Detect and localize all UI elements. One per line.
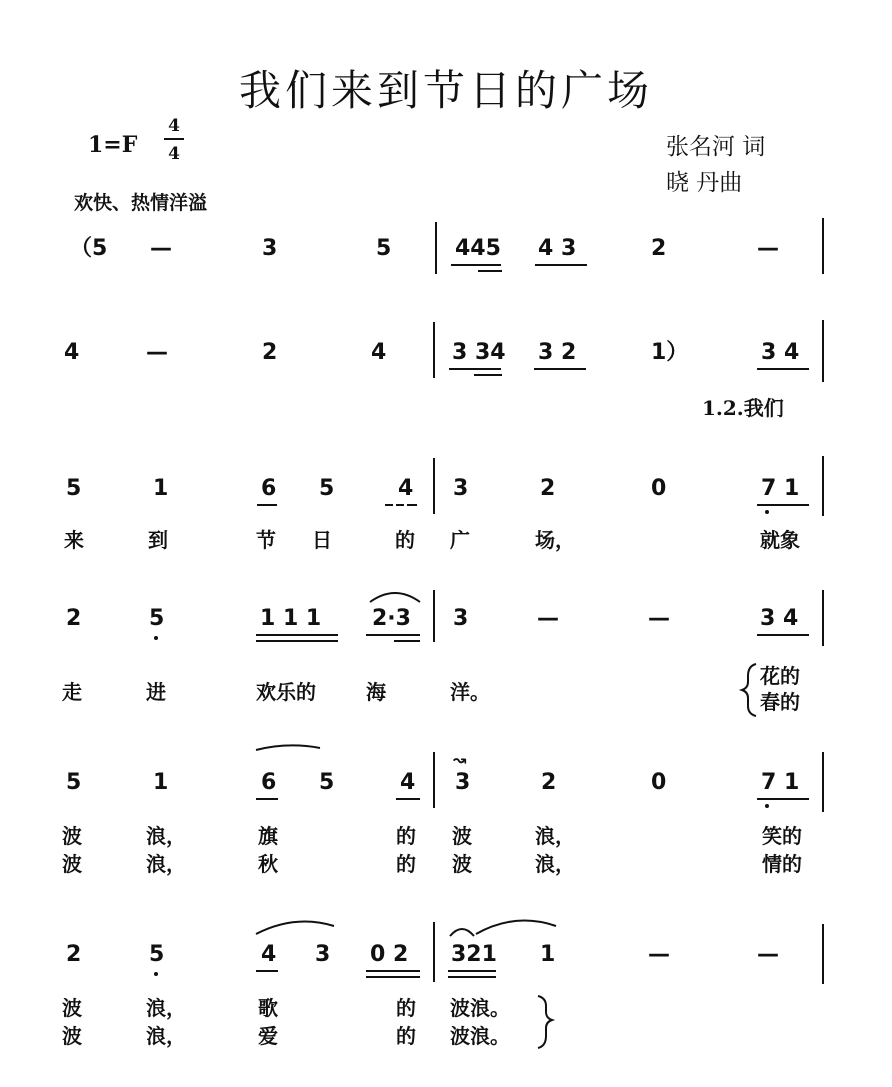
note: 2: [262, 340, 278, 365]
lyric-verse1: 波: [452, 824, 472, 848]
note: 2: [66, 942, 82, 967]
lyric-verse2: 的: [396, 852, 416, 876]
ornament-mordent: ↝: [453, 750, 467, 769]
note-dash: —: [757, 942, 779, 967]
note-dash: —: [146, 340, 168, 365]
note-group: 3 4: [761, 340, 800, 365]
lyric-verse2: 情的: [762, 852, 802, 876]
note: 4: [400, 770, 416, 795]
note: （5: [70, 236, 108, 261]
note-group: 7 1: [761, 770, 800, 795]
composer-credit: 晓 丹曲: [666, 170, 743, 196]
note: 5: [66, 476, 82, 501]
note: 5: [319, 476, 335, 501]
note: 1: [153, 770, 169, 795]
lyric: 广: [450, 528, 470, 552]
lyric: 洋。: [450, 680, 490, 704]
note-dash: —: [648, 942, 670, 967]
lyric-verse1: 浪，: [146, 996, 186, 1020]
lyric-verse1: 的: [396, 996, 416, 1020]
note: 4: [261, 942, 277, 967]
lyric: 日: [312, 528, 332, 552]
note-dash: —: [537, 606, 559, 631]
lyric-verse2: 秋: [258, 852, 278, 876]
note-group: 1 1 1: [260, 606, 322, 631]
note: 5: [66, 770, 82, 795]
note: 1）: [651, 340, 689, 365]
lyric-verse1: 浪，: [146, 824, 186, 848]
lyric: 海: [366, 680, 386, 704]
note: 4: [371, 340, 387, 365]
note-group: 3 2: [538, 340, 577, 365]
lyric-verse2: 春的: [760, 690, 800, 714]
slur-arc: [256, 922, 334, 935]
lyricist-credit: 张名河 词: [666, 134, 766, 160]
lyric-verse2: 波: [452, 852, 472, 876]
time-signature-bottom: 4: [168, 144, 180, 164]
note-group: 7 1: [761, 476, 800, 501]
key-signature: 1=F: [88, 132, 138, 158]
lyric: 场，: [535, 528, 575, 552]
note: 0: [651, 770, 667, 795]
lyric-verse1: 波: [62, 824, 82, 848]
lyric-verse2: 波浪。: [450, 1024, 510, 1048]
note: 2: [541, 770, 557, 795]
time-signature-top: 4: [168, 116, 180, 136]
lyric-verse1: 波浪。: [450, 996, 510, 1020]
lyric-verse1: 旗: [258, 824, 278, 848]
lyric: 来: [64, 528, 84, 552]
note: 3: [315, 942, 331, 967]
slur-arc: [256, 745, 320, 750]
note: 5: [149, 606, 165, 631]
lyric: 的: [395, 528, 415, 552]
note: 5: [149, 942, 165, 967]
lyric-verse1: 笑的: [762, 824, 802, 848]
note: 2: [66, 606, 82, 631]
note: 5: [319, 770, 335, 795]
note: 3: [455, 770, 471, 795]
note-dash: —: [757, 236, 779, 261]
lyric-verse1: 花的: [760, 664, 800, 688]
note-group: 3 34: [452, 340, 506, 365]
slur-arc: [476, 921, 556, 934]
lyric-verse2: 浪，: [535, 852, 575, 876]
lyric-verse1: 浪，: [535, 824, 575, 848]
verse-brace: [742, 664, 756, 716]
note: 0: [651, 476, 667, 501]
note-dash: —: [648, 606, 670, 631]
note: 4: [64, 340, 80, 365]
note: 4: [398, 476, 414, 501]
note: 2: [651, 236, 667, 261]
lyric: 欢乐的: [256, 680, 316, 704]
note: 6: [261, 476, 277, 501]
verse-pickup-lyric: 1.2.我们: [702, 396, 784, 420]
lyric-verse1: 歌: [258, 996, 278, 1020]
note: 1: [153, 476, 169, 501]
note-group: 2·3: [372, 606, 411, 631]
tie-arc: [370, 593, 420, 602]
note-group: 3 4: [760, 606, 799, 631]
lyric: 就象: [760, 528, 800, 552]
note-group: 445: [455, 236, 501, 261]
lyric-verse2: 浪，: [146, 852, 186, 876]
note: 1: [540, 942, 556, 967]
note: 3: [262, 236, 278, 261]
lyric-verse2: 爱: [258, 1024, 278, 1048]
lyric-verse2: 的: [396, 1024, 416, 1048]
note-dash: —: [150, 236, 172, 261]
verse-brace-right: [538, 996, 552, 1048]
lyric: 走: [62, 680, 82, 704]
note: 3: [453, 606, 469, 631]
song-title: 我们来到节日的广场: [238, 66, 653, 115]
note: 5: [376, 236, 392, 261]
note: 3: [453, 476, 469, 501]
note: 2: [540, 476, 556, 501]
tempo-marking: 欢快、热情洋溢: [74, 192, 208, 214]
note: 6: [261, 770, 277, 795]
lyric-verse1: 的: [396, 824, 416, 848]
note-group: 4 3: [538, 236, 577, 261]
lyric-verse2: 波: [62, 852, 82, 876]
note-group: 0 2: [370, 942, 409, 967]
lyric: 到: [148, 528, 168, 552]
lyric-verse1: 波: [62, 996, 82, 1020]
lyric-verse2: 浪，: [146, 1024, 186, 1048]
lyric-verse2: 波: [62, 1024, 82, 1048]
note-group: 321: [451, 942, 497, 967]
tie-arc: [450, 929, 474, 936]
lyric: 进: [146, 680, 166, 704]
lyric: 节: [256, 528, 276, 552]
